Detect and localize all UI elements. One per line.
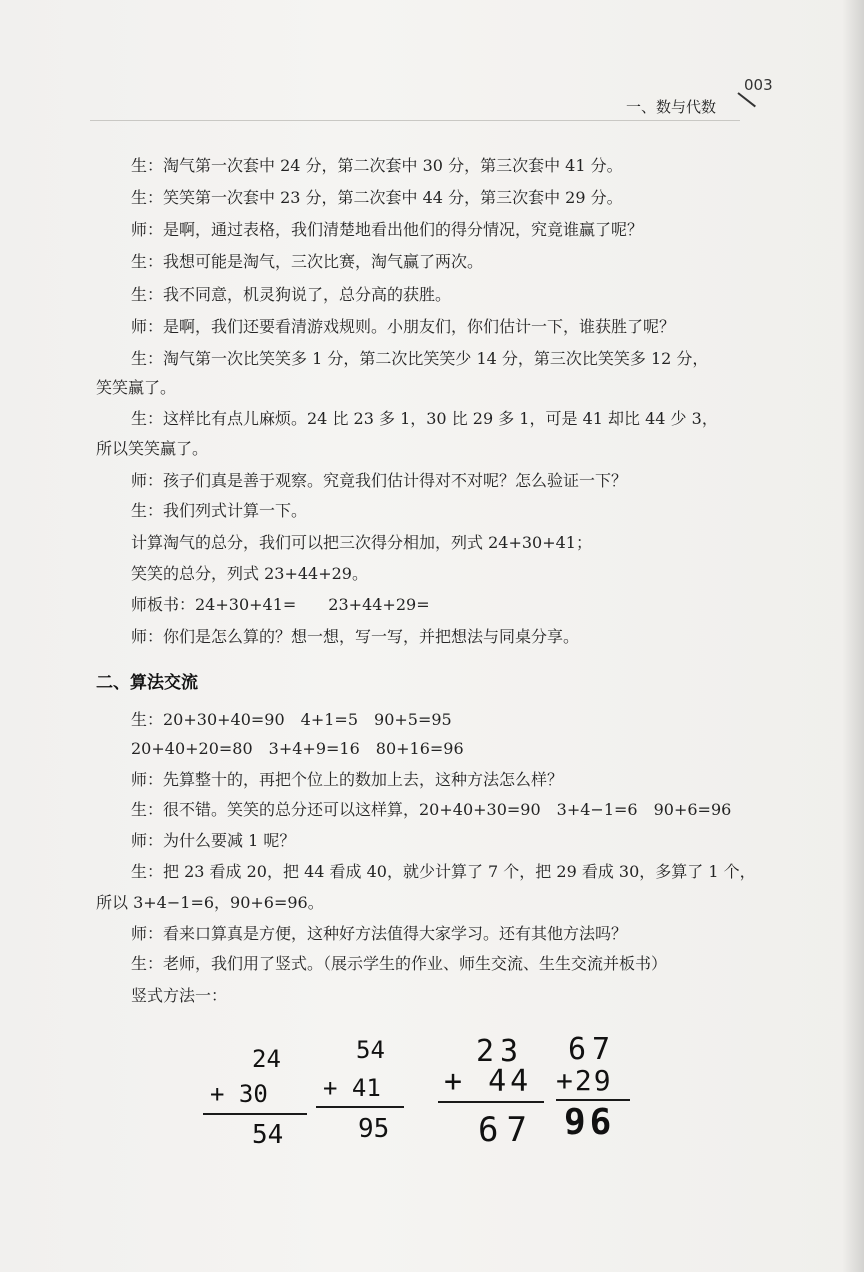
- hw-c1-add: + 30: [210, 1080, 268, 1108]
- dialogue-line: 生：笑笑第一次套中 23 分，第二次套中 44 分，第三次套中 29 分。: [131, 188, 623, 207]
- hw-c1-rule: [203, 1113, 307, 1115]
- hw-c3-top: 23: [476, 1034, 525, 1069]
- hw-c3-add: + 44: [444, 1064, 533, 1099]
- dialogue-line: 师：看来口算真是方便，这种好方法值得大家学习。还有其他方法吗？: [131, 924, 628, 943]
- dialogue-line: 师：是啊，通过表格，我们清楚地看出他们的得分情况，究竟谁赢了呢？: [131, 220, 644, 239]
- header-divider-slash: [737, 92, 756, 107]
- dialogue-line: 师：你们是怎么算的？想一想，写一写，并把想法与同桌分享。: [131, 627, 580, 646]
- hw-c4-top: 67: [568, 1032, 617, 1067]
- dialogue-line: 生：我们列式计算一下。: [131, 501, 308, 520]
- dialogue-line: 笑笑的总分，列式 23+44+29。: [131, 564, 368, 583]
- dialogue-line: 生：我想可能是淘气，三次比赛，淘气赢了两次。: [131, 252, 484, 271]
- section-heading: 二、算法交流: [96, 673, 198, 693]
- hw-c1-sum: 54: [252, 1120, 284, 1150]
- dialogue-line: 生：淘气第一次套中 24 分，第二次套中 30 分，第三次套中 41 分。: [131, 156, 623, 175]
- dialogue-line: 所以笑笑赢了。: [96, 439, 209, 458]
- header-rule: [90, 120, 740, 121]
- hw-c4-rule: [556, 1099, 630, 1101]
- page-edge-shadow: [842, 0, 864, 1272]
- page-number: 003: [744, 76, 773, 94]
- running-header: 一、数与代数: [626, 98, 717, 116]
- dialogue-line: 师：是啊，我们还要看清游戏规则。小朋友们，你们估计一下，谁获胜了呢？: [131, 317, 676, 336]
- hw-c2-sum: 95: [358, 1114, 390, 1144]
- dialogue-line: 师：先算整十的，再把个位上的数加上去，这种方法怎么样？: [131, 770, 564, 789]
- dialogue-line: 师：为什么要减 1 呢？: [131, 831, 296, 850]
- dialogue-line: 生：淘气第一次比笑笑多 1 分，第二次比笑笑少 14 分，第三次比笑笑多 12 分，: [131, 349, 709, 368]
- hw-c1-top: 24: [252, 1045, 281, 1073]
- dialogue-line: 生：20+30+40=90 4+1=5 90+5=95: [131, 710, 452, 729]
- hw-c3-rule: [438, 1101, 544, 1103]
- hw-c3-sum: 67: [478, 1110, 535, 1150]
- dialogue-line: 生：老师，我们用了竖式。（展示学生的作业、师生交流、生生交流并板书）: [131, 954, 668, 973]
- dialogue-line: 竖式方法一：: [131, 986, 228, 1005]
- dialogue-line: 生：这样比有点儿麻烦。24 比 23 多 1，30 比 29 多 1，可是 41 却比 44 少 3，: [131, 409, 718, 428]
- dialogue-line: 师：孩子们真是善于观察。究竟我们估计得对不对呢？怎么验证一下？: [131, 471, 628, 490]
- dialogue-line: 计算淘气的总分，我们可以把三次得分相加，列式 24+30+41；: [131, 533, 592, 552]
- hw-c2-add: + 41: [323, 1074, 381, 1102]
- hw-c4-add: +29: [556, 1064, 613, 1097]
- dialogue-line: 生：很不错。笑笑的总分还可以这样算，20+40+30=90 3+4−1=6 90+6=96: [131, 800, 732, 819]
- dialogue-line: 20+40+20=80 3+4+9=16 80+16=96: [131, 739, 464, 758]
- dialogue-line: 生：我不同意，机灵狗说了，总分高的获胜。: [131, 285, 452, 304]
- dialogue-line: 所以 3+4−1=6，90+6=96。: [96, 893, 324, 912]
- dialogue-line: 生：把 23 看成 20，把 44 看成 40，就少计算了 7 个，把 29 看成 30，多算了 1 个，: [131, 862, 756, 881]
- hw-c4-sum: 96: [564, 1102, 616, 1143]
- hw-c2-top: 54: [356, 1036, 385, 1064]
- dialogue-line: 笑笑赢了。: [96, 378, 177, 397]
- blackboard-line: 师板书：24+30+41= 23+44+29=: [131, 595, 430, 614]
- hw-c2-rule: [316, 1106, 404, 1108]
